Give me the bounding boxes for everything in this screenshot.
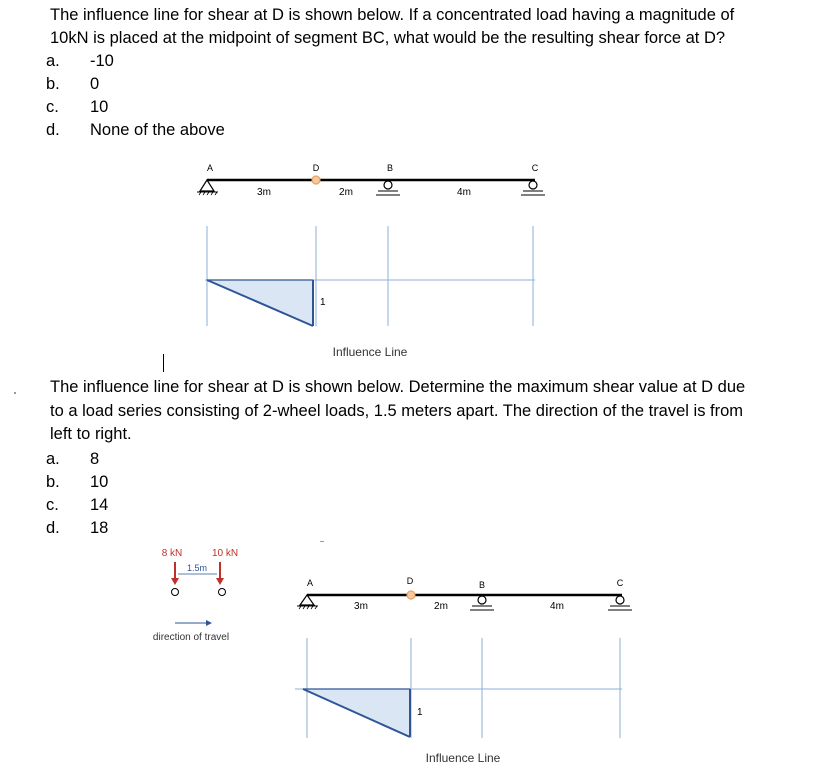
- label-b-1: B: [386, 163, 394, 173]
- support-a-1: [197, 180, 218, 195]
- il-slope-2: [303, 689, 410, 737]
- question1-line1: The influence line for shear at D is shown below. If a concentrated load having a magnitude of: [50, 6, 735, 24]
- label-d-1: D: [312, 163, 320, 173]
- wheel2: [219, 589, 226, 596]
- support-c-2: [608, 596, 632, 610]
- support-b-1: [376, 181, 400, 195]
- travel-arrowhead: [206, 620, 212, 626]
- il-ordinate-1: 1: [320, 297, 326, 308]
- il-caption-1: Influence Line: [332, 345, 408, 359]
- travel-label: direction of travel: [152, 632, 230, 643]
- margin-dash: [320, 541, 324, 542]
- question2-line2: to a load series consisting of 2-wheel loads, 1.5 meters apart. The direction of the travel is from: [50, 402, 744, 420]
- il-area-1: [207, 280, 313, 326]
- hinge-d-1: [312, 176, 320, 184]
- span-db-1: 2m: [339, 187, 353, 198]
- label-c-2: C: [616, 578, 624, 588]
- span-bc-2: 4m: [550, 601, 564, 612]
- label-a-1: A: [206, 163, 214, 173]
- load2-label: 10 kN: [211, 548, 239, 559]
- il-area-2: [303, 689, 410, 737]
- text-cursor: [163, 354, 164, 372]
- label-d-2: D: [406, 576, 414, 586]
- question2-line1: The influence line for shear at D is shown below. Determine the maximum shear value at D due: [50, 378, 746, 396]
- margin-dot: [14, 392, 16, 394]
- span-bc-1: 4m: [457, 187, 471, 198]
- question2-line3: left to right.: [50, 425, 132, 443]
- spacing-label: 1.5m: [186, 563, 208, 573]
- il-slope-1: [207, 280, 313, 326]
- wheel1: [172, 589, 179, 596]
- il-ordinate-2: 1: [417, 707, 423, 718]
- span-ad-2: 3m: [354, 601, 368, 612]
- support-b-2: [470, 596, 494, 610]
- span-ad-1: 3m: [257, 187, 271, 198]
- load2-arrowhead: [216, 578, 224, 585]
- question1-line2: 10kN is placed at the midpoint of segment BC, what would be the resulting shear force at D?: [50, 29, 726, 47]
- il-caption-2: Influence Line: [425, 751, 501, 765]
- label-a-2: A: [306, 578, 314, 588]
- span-db-2: 2m: [434, 601, 448, 612]
- label-c-1: C: [531, 163, 539, 173]
- label-b-2: B: [478, 580, 486, 590]
- support-a-2: [297, 595, 318, 609]
- support-c-1: [521, 181, 545, 195]
- load1-arrowhead: [171, 578, 179, 585]
- hinge-d-2: [407, 591, 415, 599]
- load1-label: 8 kN: [161, 548, 183, 559]
